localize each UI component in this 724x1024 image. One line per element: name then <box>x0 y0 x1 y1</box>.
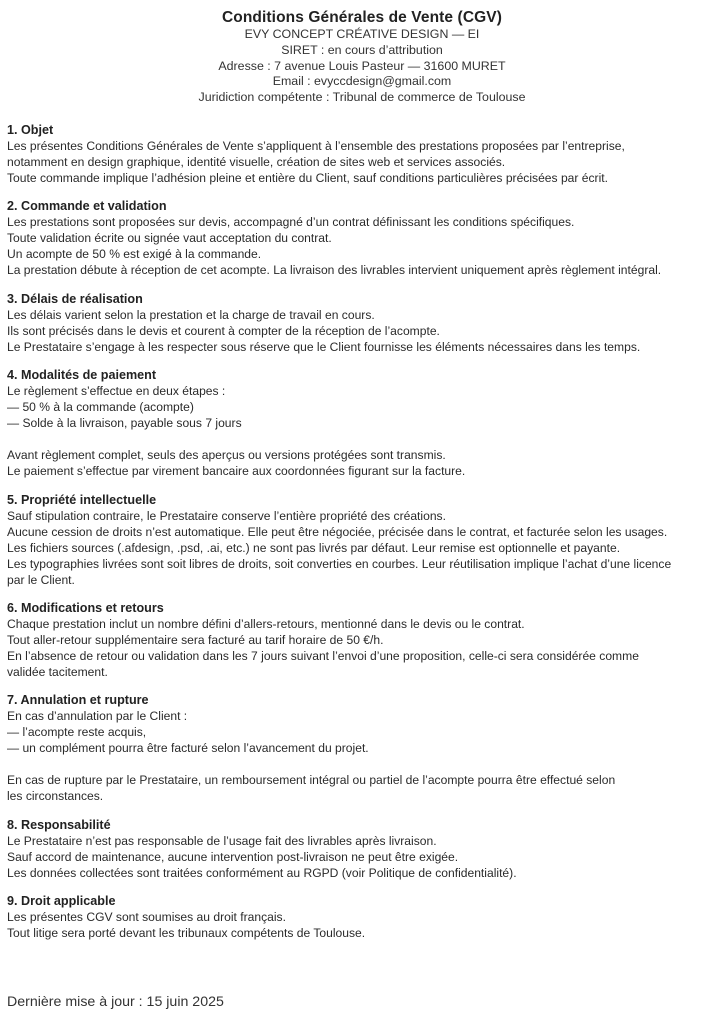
section <box>7 893 720 941</box>
section-line: Les prestations sont proposées sur devis, accompagné d’un contrat définissant les conditions spécifiques. <box>7 215 575 230</box>
section-title: 3. Délais de réalisation <box>7 291 143 306</box>
section-line: Toute commande implique l’adhésion pleine et entière du Client, sauf conditions particulières précisées par écrit. <box>7 171 608 185</box>
section-line: les circonstances. <box>7 789 104 804</box>
section-line: Sauf accord de maintenance, aucune intervention post-livraison ne peut être exigée. <box>7 849 459 864</box>
section-line: notamment en design graphique, identité visuelle, création de sites web et services associés. <box>7 155 506 169</box>
section-line: par le Client. <box>7 572 75 587</box>
section-line: — Solde à la livraison, payable sous 7 jours <box>7 416 242 431</box>
section-line: Chaque prestation inclut un nombre défini d’allers-retours, mentionné dans le devis ou le contrat. <box>7 616 525 631</box>
section-title: 9. Droit applicable <box>7 894 116 909</box>
section-title: 6. Modifications et retours <box>7 600 164 615</box>
section-line: Le paiement s’effectue par virement bancaire aux coordonnées figurant sur la facture. <box>7 464 466 479</box>
section-line: En cas de rupture par le Prestataire, un remboursement intégral ou partiel de l’acompte pourra être effectué selon <box>7 773 616 788</box>
section-line: Tout litige sera porté devant les tribunaux compétents de Toulouse. <box>7 926 366 941</box>
section-line: Les présentes CGV sont soumises au droit français. <box>7 910 286 925</box>
company-name: EVY CONCEPT CRÉATIVE DESIGN — EI <box>244 27 480 41</box>
jurisdiction-line: Juridiction compétente : Tribunal de commerce de Toulouse <box>198 90 526 105</box>
document-header <box>0 0 724 106</box>
section <box>7 692 720 804</box>
section-line: En l’absence de retour ou validation dans les 7 jours suivant l’envoi d’une proposition, celle-ci sera considérée comme <box>7 648 639 663</box>
section-line: Le Prestataire n’est pas responsable de l’usage fait des livrables après livraison. <box>7 833 437 848</box>
section-title: 5. Propriété intellectuelle <box>7 492 157 507</box>
section-line: Tout aller-retour supplémentaire sera facturé au tarif horaire de 50 €/h. <box>7 632 384 647</box>
section-line: — l’acompte reste acquis, <box>7 725 147 740</box>
section-title: 1. Objet <box>7 123 54 137</box>
section-line: Un acompte de 50 % est exigé à la commande. <box>7 247 262 262</box>
section-line <box>7 756 720 772</box>
section-line: La prestation débute à réception de cet acompte. La livraison des livrables intervient uniquement après règlement intégral. <box>7 263 662 278</box>
address-line: Adresse : 7 avenue Louis Pasteur — 31600 MURET <box>218 58 506 73</box>
section-title: 4. Modalités de paiement <box>7 368 157 383</box>
section-line: Les données collectées sont traitées conformément au RGPD (voir Politique de confidentialité). <box>7 865 517 880</box>
section-title: 8. Responsabilité <box>7 817 111 832</box>
section-line: Le Prestataire s’engage à les respecter sous réserve que le Client fournisse les éléments nécessaires dans les temps. <box>7 339 641 354</box>
sections-container <box>7 122 720 954</box>
section-line: Le règlement s’effectue en deux étapes : <box>7 384 226 399</box>
section-line: Les typographies livrées sont soit libres de droits, soit converties en courbes. Leur réutilisation implique l’achat d’une licence <box>7 556 672 571</box>
section-title: 7. Annulation et rupture <box>7 693 149 708</box>
section-line: Les présentes Conditions Générales de Vente s’appliquent à l’ensemble des prestations proposées par l’entreprise, <box>7 139 625 153</box>
last-updated: Dernière mise à jour : 15 juin 2025 <box>7 994 224 1010</box>
section <box>7 817 720 881</box>
section-line: En cas d’annulation par le Client : <box>7 709 188 724</box>
section-line: — 50 % à la commande (acompte) <box>7 400 194 415</box>
section-line: Les délais varient selon la prestation et la charge de travail en cours. <box>7 307 375 322</box>
section-line: validée tacitement. <box>7 664 108 679</box>
email-line: Email : evyccdesign@gmail.com <box>272 74 452 89</box>
section-line: Les fichiers sources (.afdesign, .psd, .ai, etc.) ne sont pas livrés par défaut. Leur remise est optionnelle et payante. <box>7 540 621 555</box>
section <box>7 367 720 479</box>
section-title: 2. Commande et validation <box>7 199 167 214</box>
section <box>7 600 720 680</box>
section <box>7 492 720 588</box>
section-line: Sauf stipulation contraire, le Prestataire conserve l’entière propriété des créations. <box>7 508 446 523</box>
section-line: Toute validation écrite ou signée vaut acceptation du contrat. <box>7 231 332 246</box>
section-line: Aucune cession de droits n’est automatique. Elle peut être négociée, précisée dans le contrat, et facturée selon les usages. <box>7 524 668 539</box>
page-title: Conditions Générales de Vente (CGV) <box>222 9 502 26</box>
section-line: Ils sont précisés dans le devis et courent à compter de la réception de l’acompte. <box>7 323 440 338</box>
section <box>7 198 720 278</box>
section <box>7 122 720 186</box>
siret-line: SIRET : en cours d’attribution <box>281 42 443 57</box>
section-line: Avant règlement complet, seuls des aperçus ou versions protégées sont transmis. <box>7 448 446 463</box>
section-line <box>7 431 720 447</box>
section-line: — un complément pourra être facturé selon l’avancement du projet. <box>7 741 369 756</box>
section <box>7 291 720 355</box>
